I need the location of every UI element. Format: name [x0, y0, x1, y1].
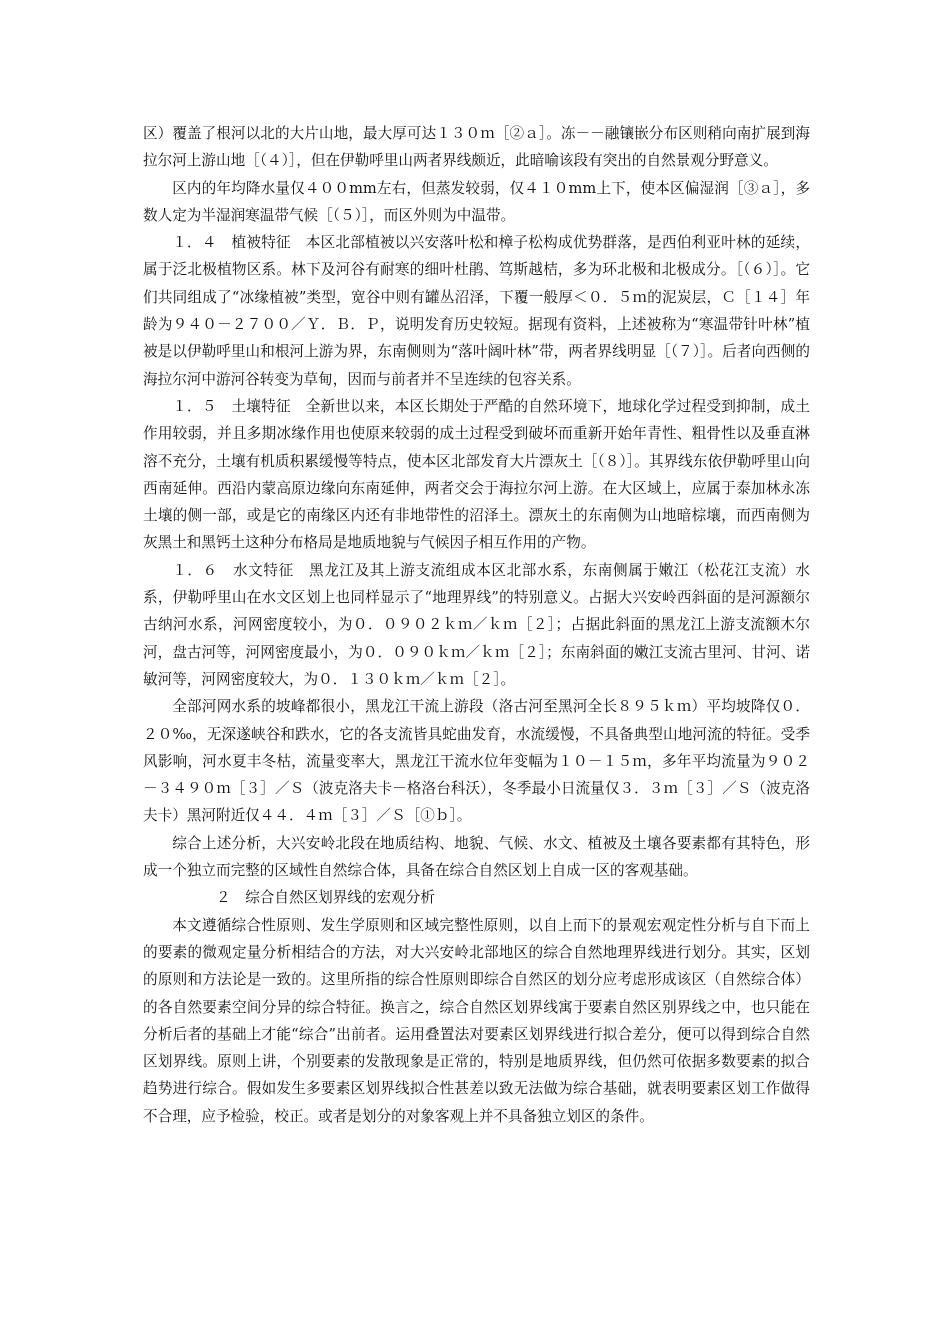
paragraph-precipitation: 区内的年均降水量仅４００mm左右，但蒸发较弱，仅４１０mm上下，使本区偏湿润［③ａ］，多数人定为半湿润寒温带气候［（５）］，而区外则为中温带。 — [143, 179, 810, 224]
paragraph-methodology: 本文遵循综合性原则、发生学原则和区域完整性原则，以自上而下的景观宏观定性分析与自下而上的要素的微观定量分析相结合的方法，对大兴安岭北部地区的综合自然地理界线进行划分。其实，区划的原则和方法论是一致的。这里所指的综合性原则即综合自然区的划分应考虑形成该区（自然综合体）的各自然要素空间分异的综合特征。换言之，综合自然区划界线寓于要素自然区别界线之中，也只能在分析后者的基础上才能“综合”出前者。运用叠置法对要素区划界线进行拟合差分，便可以得到综合自然区划界线。原则上讲，个别要素的发散现象是正常的，特别是地质界线，但仍然可依据多数要素的拟合趋势进行综合。假如发生多要素区划界线拟合性甚差以致无法做为综合基础，就表明要素区划工作做得不合理，应予检验，校正。或者是划分的对象客观上并不具备独立划区的条件。 — [143, 916, 810, 1125]
section-1-4-vegetation: １．４ 植被特征 本区北部植被以兴安落叶松和樟子松构成优势群落，是西伯利亚叶林的延续，属于泛北极植物区系。林下及河谷有耐寒的细叶杜鹃、笃斯越桔，多为环北极和北极成分。［（６）］。它们共同组成了“冰缘植被”类型，宽谷中则有罐丛沼泽，下覆一般厚＜０．５ｍ的泥炭层，Ｃ［１４］年龄为９４０－２７００／Ｙ．Ｂ．Ｐ，说明发育历史较短。据现有资料，上述被称为“寒温带针叶林”植被是以伊勒呼里山和根河上游为界，东南侧则为“落叶阔叶林”带，两者界线明显［（７）］。后者向西侧的海拉尔河中游河谷转变为草甸，因而与前者并不呈连续的包容关系。 — [143, 234, 810, 388]
section-2-heading: ２ 综合自然区划界线的宏观分析 — [216, 889, 435, 907]
section-1-6-hydrology: １．６ 水文特征 黑龙江及其上游支流组成本区北部水系，东南侧属于嫩江（松花江支流）水系，伊勒呼里山在水文区划上也同样显示了“地理界线”的特别意义。占据大兴安岭西斜面的是河源额尔古纳河水系，河网密度较小，为０．０９０２ｋｍ／ｋｍ［２］；占据此斜面的黑龙江上游支流额木尔河，盘古河等，河网密度最小，为０．０９０ｋｍ／ｋｍ［２］；东南斜面的嫩江支流古里河、甘河、诺敏河等，河网密度较大，为０．１３０ｋｍ／ｋｍ［２］。 — [143, 561, 810, 688]
paragraph-permafrost-continuation: 区）覆盖了根河以北的大片山地，最大厚可达１３０ｍ［②ａ］。冻－－融镶嵌分布区则稍向南扩展到海拉尔河上游山地［（４）］，但在伊勒呼里山两者界线颇近，此暗喻该段有突出的自然景观分野意义。 — [143, 125, 810, 170]
paragraph-river-gradient: 全部河网水系的坡峰都很小，黑龙江干流上游段（洛古河至黑河全长８９５ｋｍ）平均坡降仅０．２０‰，无深遂峡谷和跌水，它的各支流皆具蛇曲发育，水流缓慢，不具备典型山地河流的特征。受季风影响，河水夏丰冬枯，流量变率大，黑龙江干流水位年变幅为１０－１５ｍ，多年平均流量为９０２－３４９０ｍ［３］／Ｓ（波克洛夫卡－格洛台科沃），冬季最小日流量仅３．３ｍ［３］／Ｓ（波克洛夫卡）黑河附近仅４４．４ｍ［３］／Ｓ［①ｂ］。 — [143, 698, 810, 825]
document-page — [143, 120, 810, 1130]
section-1-5-soil: １．５ 土壤特征 全新世以来，本区长期处于严酷的自然环境下，地球化学过程受到抑制，成土作用较弱，并且多期冰缘作用也使原来较弱的成土过程受到破坏而重新开始年青性、粗骨性以及垂直淋溶不充分，土壤有机质积累缓慢等特点，使本区北部发育大片漂灰土［（８）］。其界线东依伊勒呼里山向西南延伸。西沿内蒙高原边缘向东南延伸，两者交会于海拉尔河上游。在大区域上，应属于泰加林永冻土壤的侧一部，或是它的南缘区内还有非地带性的沼泽土。漂灰土的东南侧为山地暗棕壤，而西南侧为灰黑土和黑钙土这种分布格局是地质地貌与气候因子相互作用的产物。 — [143, 397, 810, 552]
paragraph-summary: 综合上述分析，大兴安岭北段在地质结构、地貌、气候、水文、植被及土壤各要素都有其特色，形成一个独立而完整的区域性自然综合体，具备在综合自然区划上自成一区的客观基础。 — [143, 834, 810, 880]
